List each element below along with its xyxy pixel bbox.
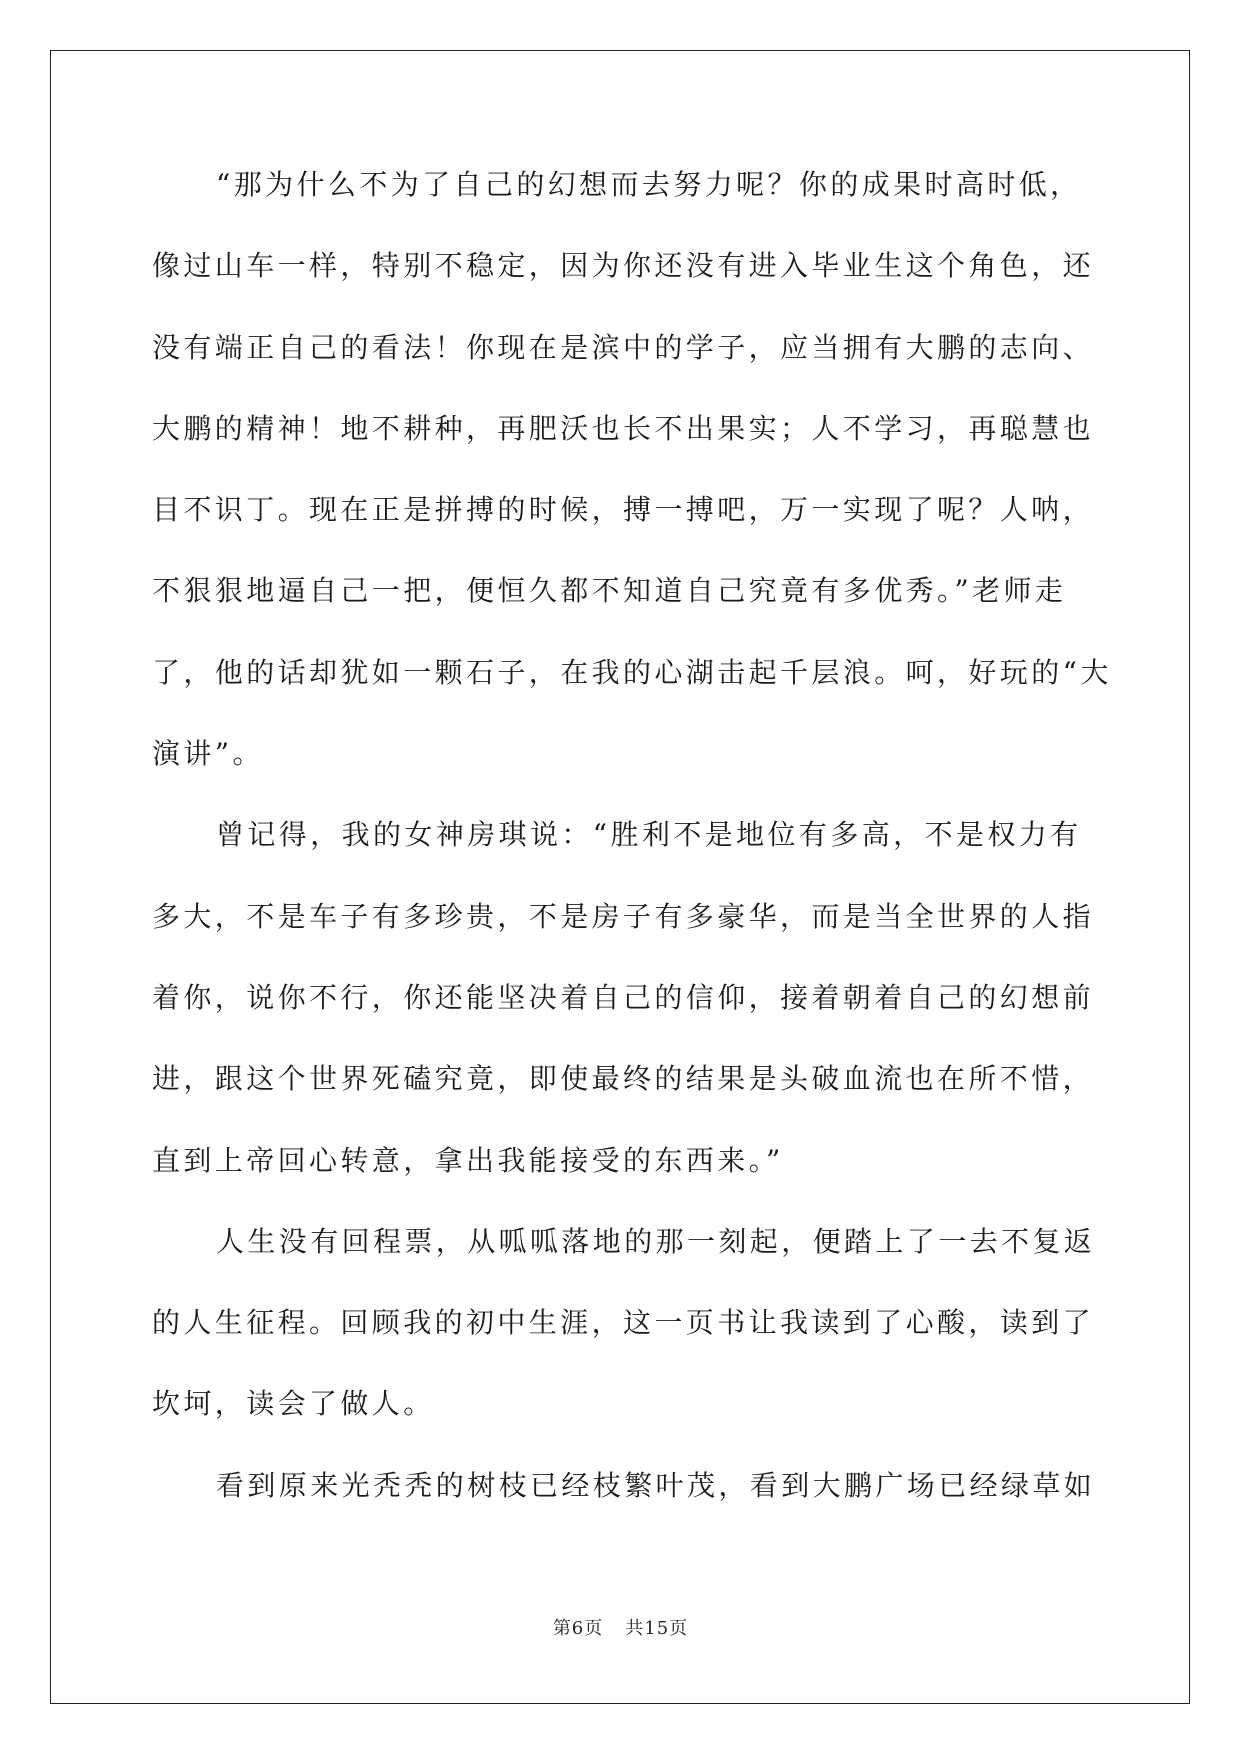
text-line: 曾记得，我的女神房琪说：“胜利不是地位有多高，不是权力有 [216, 818, 1082, 852]
page-footer [0, 1614, 1241, 1640]
text-line: 大鹏的精神！地不耕种，再肥沃也长不出果实；人不学习，再聪慧也 [152, 411, 1095, 445]
text-line: 人生没有回程票，从呱呱落地的那一刻起，便踏上了一去不复返 [216, 1224, 1096, 1258]
text-line: 不狠狠地逼自己一把，便恒久都不知道自己究竟有多优秀。”老师走 [152, 574, 1067, 608]
text-line: “那为什么不为了自己的幻想而去努力呢？你的成果时高时低， [216, 168, 1082, 201]
text-line: 像过山车一样，特别不稳定，因为你还没有进入毕业生这个角色，还 [152, 249, 1095, 283]
text-line: 目不识丁。现在正是拼搏的时候，搏一搏吧，万一实现了呢？人呐， [152, 493, 1095, 527]
text-line: 多大，不是车子有多珍贵，不是房子有多豪华，而是当全世界的人指 [152, 899, 1095, 933]
text-line: 演讲”。 [152, 737, 264, 771]
text-line: 坎坷，读会了做人。 [152, 1387, 435, 1421]
page-number: 第6页 [552, 1618, 604, 1639]
document-body [152, 158, 1112, 1540]
text-line: 没有端正自己的看法！你现在是滨中的学子，应当拥有大鹏的志向、 [152, 330, 1095, 364]
text-line: 进，跟这个世界死磕究竟，即使最终的结果是头破血流也在所不惜， [152, 1062, 1095, 1096]
text-line: 直到上帝回心转意，拿出我能接受的东西来。” [152, 1143, 784, 1177]
text-line: 看到原来光秃秃的树枝已经枝繁叶茂，看到大鹏广场已经绿草如 [216, 1468, 1096, 1502]
page-total: 共15页 [625, 1618, 689, 1639]
text-line: 了，他的话却犹如一颗石子，在我的心湖击起千层浪。呵，好玩的“大 [152, 655, 1112, 689]
text-line: 的人生征程。回顾我的初中生涯，这一页书让我读到了心酸，读到了 [152, 1306, 1095, 1340]
text-line: 着你，说你不行，你还能坚决着自己的信仰，接着朝着自己的幻想前 [152, 980, 1095, 1014]
